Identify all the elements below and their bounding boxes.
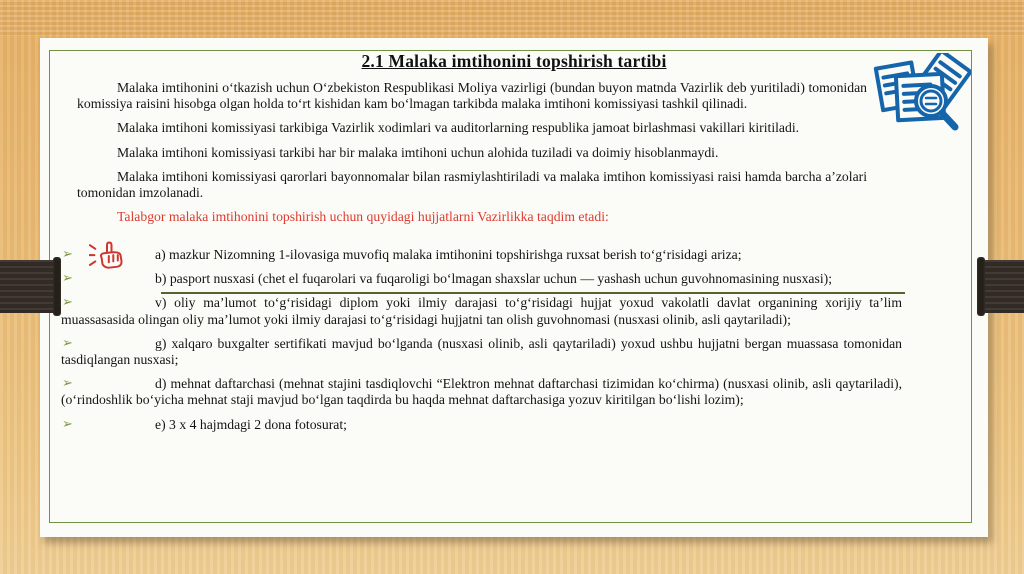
documents-with-magnifier-icon <box>871 53 971 135</box>
right-rod-cap <box>977 257 985 316</box>
paragraph: Malaka imtihoni komissiyasi tarkibiga Vazirlik xodimlari va auditorlarning respublika jamoat birlashmasi vakillari kiritiladi. <box>117 120 800 136</box>
list-item-text: v) oliy ma’lumot to‘g‘risidagi diplom yoki ilmiy darajasi to‘g‘risidagi hujjat yoxud vakolatli davlat organining xorijiy ta’lim muassasasida olingan oliy ma’lumot yoki ilmiy darajasi to‘g‘risidagi hujjatni tan olish guvohnomasi (nusxasi olinib, asli qaytariladi); <box>61 295 902 327</box>
left-rod-cap <box>53 257 61 316</box>
list-item-text: d) mehnat daftarchasi (mehnat stajini tasdiqlovchi “Elektron mehnat daftarchasi tizimidan ko‘chirma) (nusxasi olinib, asli qaytariladi), (o‘rindoshlik bo‘yicha mehnat staji mavjud bo‘lgan taqdirda bu haqda mehnat daftarchasiga yozuv kiritilgan bo‘lishi lozim); <box>61 376 902 408</box>
bullet-list <box>61 247 902 441</box>
pointing-hand-icon <box>89 240 125 272</box>
arrow-bullet-icon: ➢ <box>62 271 73 287</box>
list-item-d <box>61 376 902 408</box>
list-item-text: b) pasport nusxasi (chet el fuqarolari va fuqaroligi bo‘lmagan shaxslar uchun — yashash uchun guvohnomasining nusxasi); <box>155 271 832 287</box>
slide-title: 2.1 Malaka imtihonini topshirish tartibi <box>361 51 667 71</box>
slide-content-panel <box>40 38 988 537</box>
arrow-bullet-icon: ➢ <box>62 376 73 392</box>
paragraph: Malaka imtihoni komissiyasi tarkibi har bir malaka imtihoni uchun alohida tuziladi va doimiy hisoblanmaydi. <box>117 144 719 160</box>
list-item-b <box>61 271 902 287</box>
highlight-paragraph: Talabgor malaka imtihonini topshirish uchun quyidagi hujjatlarni Vazirlikka taqdim etadi: <box>117 209 609 225</box>
paragraph: Malaka imtihoni komissiyasi qarorlari bayonnomalar bilan rasmiylashtiriladi va malaka imtihon komissiyasi raisi hamda barcha a’zolari tomonidan imzolanadi. <box>77 168 867 201</box>
list-item-g <box>61 336 902 368</box>
list-item-v <box>61 295 902 327</box>
list-item-text: a) mazkur Nizomning 1-ilovasiga muvofiq malaka imtihonini topshirishga ruxsat berish to‘g‘risidagi ariza; <box>155 247 742 262</box>
right-rod-decoration <box>983 260 1024 313</box>
arrow-bullet-icon: ➢ <box>62 416 73 432</box>
list-item-text: g) xalqaro buxgalter sertifikati mavjud bo‘lganda (nusxasi olinib, asli qaytariladi) yoxud ushbu hujjatni bergan muassasa tomonidan tasdiqlangan nusxasi; <box>61 335 902 368</box>
arrow-bullet-icon: ➢ <box>62 335 73 351</box>
background-wood-grain <box>0 0 1024 36</box>
list-item-e <box>61 417 902 433</box>
paragraph-block <box>77 80 867 233</box>
left-rod-decoration <box>0 260 56 313</box>
paragraph: Malaka imtihonini o‘tkazish uchun O‘zbekiston Respublikasi Moliya vazirligi (bundan buyon matnda Vazirlik deb yuritiladi) tomonidan komissiya raisini hisobga olgan holda to‘rt kishidan kam bo‘lmagan tarkibda malaka imtihoni komissiyasi tashkil qilinadi. <box>77 80 867 112</box>
annotation-line <box>161 292 905 294</box>
arrow-bullet-icon: ➢ <box>62 295 73 311</box>
list-item-a <box>61 247 902 263</box>
arrow-bullet-icon: ➢ <box>62 247 73 262</box>
list-item-text: e) 3 x 4 hajmdagi 2 dona fotosurat; <box>155 416 347 432</box>
